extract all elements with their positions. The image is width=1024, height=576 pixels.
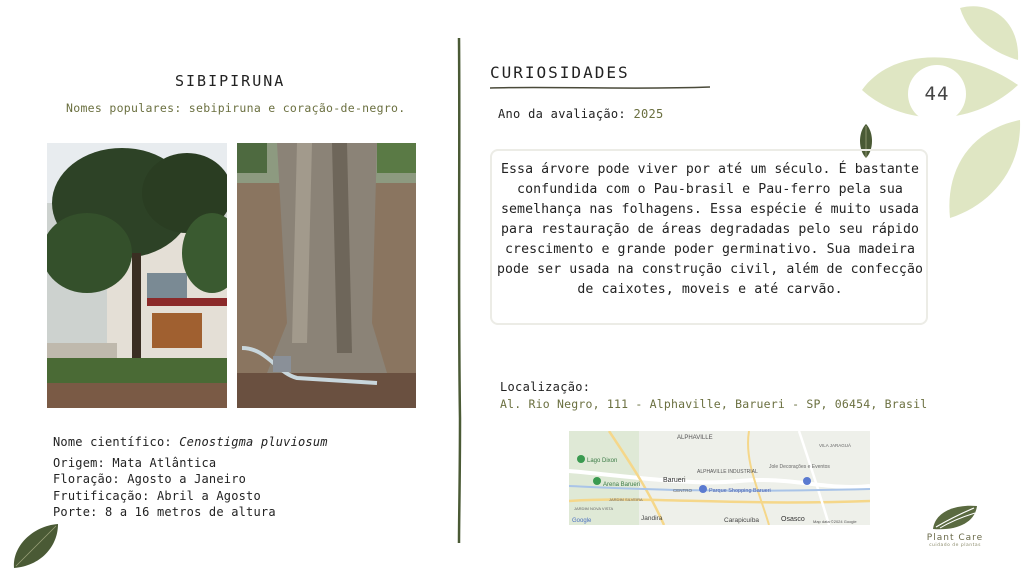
curiosities-text: Essa árvore pode viver por até um século. É bastante confundida com o Pau-brasil e Pau-ferro pela sua semelhança nas folhagens. Essa espécie é muito usada para restauração de áreas degradadas pelo seu rápido crescimento e grande poder germinativo. Sua madeira pode ser usada na construção civil, além de confecção de caixotes, moveis e até carvão. bbox=[496, 162, 924, 297]
fruiting: Frutificação: Abril a Agosto bbox=[53, 488, 261, 503]
vertical-divider bbox=[455, 38, 463, 543]
page-number: 44 bbox=[908, 65, 966, 123]
trunk-photo bbox=[237, 143, 416, 408]
map-attribution: Map data ©2024 Google bbox=[813, 519, 857, 524]
curiosities-title: CURIOSIDADES bbox=[490, 63, 630, 82]
brand-tagline: cuidado de plantas bbox=[929, 543, 981, 548]
brand-leaf-icon bbox=[930, 502, 980, 532]
evaluation-year-label: Ano da avaliação: bbox=[498, 107, 634, 121]
scientific-name-row bbox=[53, 434, 328, 451]
location-label: Localização: bbox=[500, 380, 591, 394]
evaluation-year bbox=[498, 107, 664, 121]
scientific-name-label: Nome científico: bbox=[53, 435, 180, 449]
flowering: Floração: Agosto a Janeiro bbox=[53, 472, 247, 486]
map-label-centro: CENTRO bbox=[673, 488, 692, 493]
map-label-jandira: Jandira bbox=[641, 515, 663, 522]
leaf-icon bbox=[10, 522, 62, 570]
brand-name: Plant Care bbox=[926, 533, 984, 543]
map-label-osasco: Osasco bbox=[781, 516, 805, 523]
evaluation-year-value: 2025 bbox=[633, 107, 664, 121]
map-google-logo: Google bbox=[572, 518, 592, 524]
location-map[interactable] bbox=[569, 431, 870, 525]
map-label-alphaville-industrial: ALPHAVILLE INDUSTRIAL bbox=[697, 469, 758, 475]
plant-name: SIBIPIRUNA bbox=[175, 72, 286, 90]
tree-photo bbox=[47, 143, 227, 408]
size: Porte: 8 a 16 metros de altura bbox=[53, 505, 276, 519]
map-label-barueri: Barueri bbox=[663, 477, 686, 484]
map-label-jardim-nova-vista: JARDIM NOVA VISTA bbox=[574, 506, 614, 511]
map-label-jardim-silveira: JARDIM SILVEIRA bbox=[609, 497, 643, 502]
scientific-name: Cenostigma pluviosum bbox=[179, 435, 328, 449]
map-label-alphaville: ALPHAVILLE bbox=[677, 435, 713, 441]
map-label-vila-jaragua: VILA JARAGUÁ bbox=[819, 443, 852, 448]
map-label-carapicuiba: Carapicuíba bbox=[724, 517, 760, 524]
map-label-parque-shopping: Parque Shopping Barueri bbox=[709, 488, 771, 494]
map-label-lago-dixon: Lago Dixon bbox=[587, 458, 618, 464]
plant-facts bbox=[53, 434, 328, 521]
location-address: Al. Rio Negro, 111 - Alphaville, Barueri - SP, 06454, Brasil bbox=[500, 397, 928, 411]
brand-logo bbox=[920, 502, 990, 548]
popular-names: Nomes populares: sebipiruna e coração-de-negro. bbox=[66, 101, 406, 115]
map-label-jole: Jole Decorações e Eventos bbox=[769, 464, 830, 470]
origin: Origem: Mata Atlântica bbox=[53, 455, 217, 470]
title-underline bbox=[490, 85, 710, 91]
map-label-arena-barueri: Arena Barueri bbox=[603, 482, 641, 488]
